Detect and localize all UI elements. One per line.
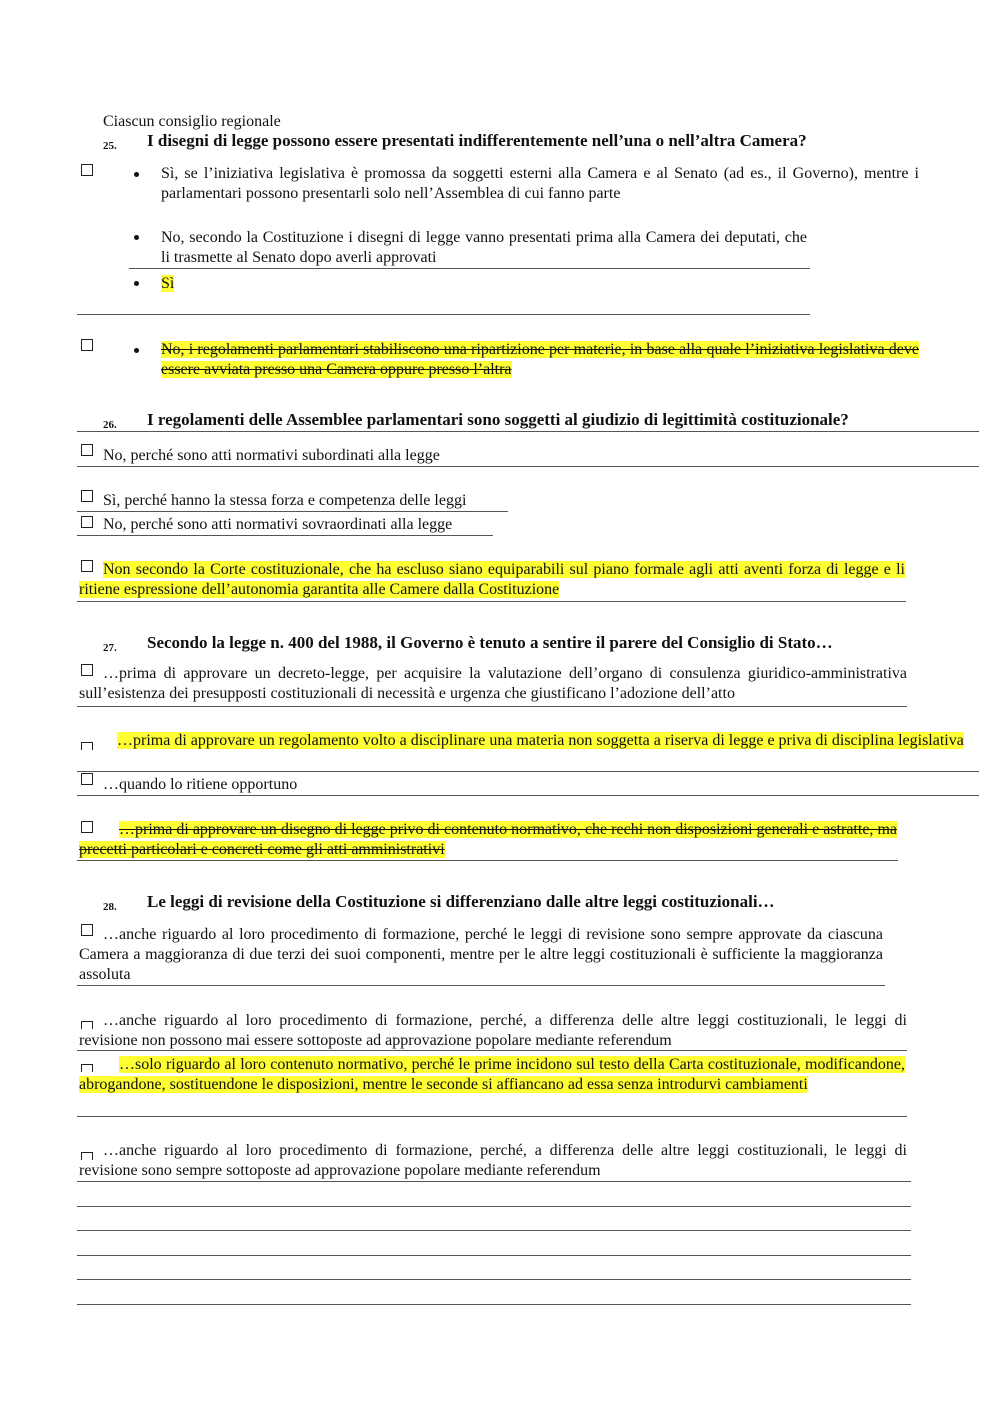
answer-option: …anche riguardo al loro procedimento di formazione, perché le leggi di revisione sono sempre approvate da ciascuna Camera a maggioranza di due terzi dei suoi componenti, mentre per le altre leggi costituzionali è sufficiente la maggioranza assoluta [79,926,883,983]
divider [77,985,885,986]
divider [77,771,979,772]
bullet-icon [134,281,139,286]
divider [77,795,979,796]
answer-checkbox[interactable] [81,773,93,785]
divider [77,535,493,536]
divider [129,268,810,269]
answer-checkbox[interactable] [81,444,93,456]
answer-option: Non secondo la Corte costituzionale, che ha escluso siano equiparabili sul piano formale agli atti aventi forza di legge e li ritiene espressione dell’autonomia garantita alle Camere dalla Costituzione [79,561,905,598]
question-number: 27. [103,642,117,654]
answer-option: Sì, se l’iniziativa legislativa è promossa da soggetti esterni alla Camera e al Senato (ad es., il Governo), mentre i parlamentari possono presentarli solo nell’Assemblea di cui fanno parte [161,165,919,202]
answer-checkbox[interactable] [81,490,93,502]
bullet-icon [134,235,139,240]
question-number: 26. [103,419,117,431]
blank-line [77,1255,911,1256]
answer-option: No, i regolamenti parlamentari stabiliscono una ripartizione per materie, in base alla quale l’iniziativa legislativa deve essere avviata presso una Camera oppure presso l’altra [161,341,919,378]
question-text: Secondo la legge n. 400 del 1988, il Governo è tenuto a sentire il parere del Consiglio di Stato… [147,633,833,652]
divider [77,1116,907,1117]
divider [77,466,979,467]
answer-option: No, perché sono atti normativi sovraordinati alla legge [103,516,453,533]
blank-line [77,1206,911,1207]
divider [77,860,898,861]
divider [77,431,979,432]
blank-line [77,1304,911,1305]
blank-line [77,1230,911,1231]
answer-option: …prima di approvare un regolamento volto a disciplinare una materia non soggetta a riserva di legge e priva di disciplina legislativa [117,732,964,749]
divider [77,1181,911,1182]
blank-line [77,1279,911,1280]
intro-line: Ciascun consiglio regionale [103,113,281,130]
answer-option: No, secondo la Costituzione i disegni di legge vanno presentati prima alla Camera dei deputati, che li trasmette al Senato dopo averli approvati [161,229,807,266]
divider [77,511,508,512]
divider [77,601,906,602]
divider [77,706,907,707]
answer-option: Sì, perché hanno la stessa forza e competenza delle leggi [103,492,467,509]
question-number: 25. [103,140,117,152]
answer-option: …solo riguardo al loro contenuto normativo, perché le prime incidono sul testo della Carta costituzionale, modificandone, abrogandone, sostituendone le disposizioni, mentre le seconde si affiancano ad essa senza introdurvi cambiamenti [79,1056,905,1093]
answer-option: …quando lo ritiene opportuno [103,776,298,793]
answer-option: Sì [161,275,175,292]
answer-checkbox[interactable] [81,164,93,176]
divider [77,1050,907,1051]
bullet-icon [134,172,139,177]
question-text: I disegni di legge possono essere presentati indifferentemente nell’una o nell’altra Camera? [147,131,807,150]
bullet-icon [134,348,139,353]
answer-option: …anche riguardo al loro procedimento di formazione, perché, a differenza delle altre leggi costituzionali, le leggi di revisione non possono mai essere sottoposte ad approvazione popolare mediante referendum [79,1012,907,1049]
answer-option: No, perché sono atti normativi subordinati alla legge [103,447,440,464]
answer-checkbox[interactable] [81,339,93,351]
question-number: 28. [103,901,117,913]
answer-option: …anche riguardo al loro procedimento di formazione, perché, a differenza delle altre leggi costituzionali, le leggi di revisione sono sempre sottoposte ad approvazione popolare mediante referendum [79,1142,907,1179]
answer-option: …prima di approvare un disegno di legge privo di contenuto normativo, che rechi non disposizioni generali e astratte, ma precetti particolari e concreti come gli atti amministrativi [79,821,897,858]
question-text: Le leggi di revisione della Costituzione si differenziano dalle altre leggi costituzionali… [147,892,775,911]
answer-option: …prima di approvare un decreto-legge, per acquisire la valutazione dell’organo di consulenza giuridico-amministrativa sull’esistenza dei presupposti costituzionali di necessità e urgenza che giustificano l’adozione dell’atto [79,665,907,702]
question-text: I regolamenti delle Assemblee parlamentari sono soggetti al giudizio di legittimità costituzionale? [147,410,849,429]
answer-checkbox[interactable] [81,516,93,528]
divider [77,314,810,315]
